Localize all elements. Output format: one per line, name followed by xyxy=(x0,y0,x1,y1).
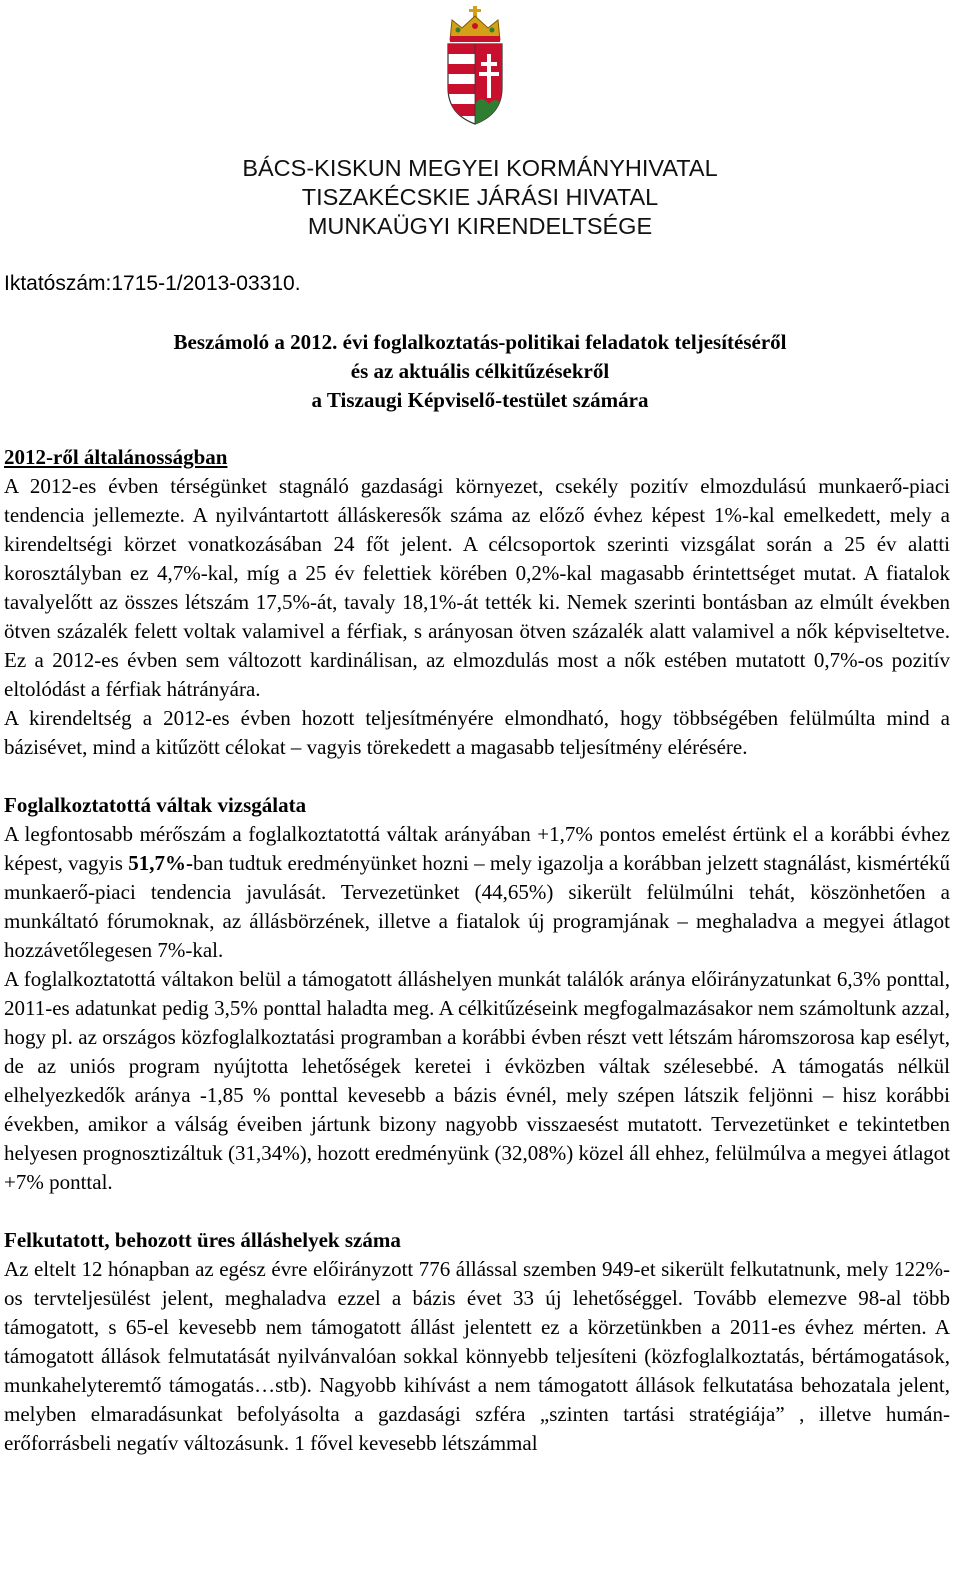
paragraph: A 2012-es évben térségünket stagnáló gazdasági környezet, csekély pozitív elmozdulású munkaerő-piaci tendencia jellemezte. A nyilvántartott álláskeresők száma az előző évhez képest 1%-kal emelkedett, mely a kirendeltségi körzet vonatkozásában 24 főt jelent. A célcsoportok szerinti vizsgálat során a 25 év alatti korosztályban ez 4,7%-kal, míg a 25 év felettiek körében 0,2%-kal magasabb érintettséget mutat. A fiatalok tavalyelőtt az összes létszám 17,5%-át, tavaly 18,1%-át tették ki. Nemek szerinti bontásban az elmúlt években ötven százalék felett voltak valamivel a férfiak, s arányosan ötven százalék alatt valamivel a nők képviseltetve. Ez a 2012-es évben sem változott kardinálisan, az elmozdulás most a nők estében mutatott 0,7%-os pozitív eltolódást a férfiak hátrányára. xyxy=(4,474,950,701)
title-line-3: a Tiszaugi Képviselő-testület számára xyxy=(311,388,649,412)
paragraph: A kirendeltség a 2012-es évben hozott teljesítményére elmondható, hogy többségében felülmúlta mind a bázisévet, mind a kitűzött célokat – vagyis törekedett a magasabb teljesítmény elérésére. xyxy=(4,706,950,759)
highlighted-value: 51,7%- xyxy=(128,851,193,875)
office-line-3: MUNKAÜGYI KIRENDELTSÉGE xyxy=(307,213,653,239)
office-line-2: TISZAKÉCSKIE JÁRÁSI HIVATAL xyxy=(301,184,659,210)
title-line-2: és az aktuális célkitűzésekről xyxy=(350,359,610,383)
reference-number: Iktatószám:1715-1/2013-03310. xyxy=(4,272,301,295)
title-line-1: Beszámoló a 2012. évi foglalkoztatás-politikai feladatok teljesítéséről xyxy=(173,330,787,354)
text-run: A legfontosabb mérőszám a foglalkoztatottá váltak arányában +1,7% pontos emelést értünk el a korábbi évhez képest, vagyis xyxy=(4,822,950,875)
paragraph: A foglalkoztatottá váltakon belül a támogatott álláshelyen munkát találók aránya előirányzatunkat 6,3% ponttal, 2011-es adatunkat pedig 3,5% ponttal haladta meg. A célkitűzéseink megfogalmazásakor nem számoltunk azzal, hogy pl. az országos közfoglalkoztatási programban a korábbi évben részt vett létszám háromszorosa kap esélyt, de az uniós program nyújtotta lehetőségek keretei i évközben váltak szélesebbé. A támogatás nélkül elhelyezkedők aránya -1,85 % ponttal kevesebb a bázis évnél, mely szépen látszik feljönni – hisz korábbi években, amikor a válság éveiben jártunk bizony nagyobb visszaesést mutatott. Tervezetünket e tekintetben helyesen prognosztizáltuk (31,34%), hozott eredményünk (32,08%) közel áll ehhez, felülmúlva a megyei átlagot +7% ponttal. xyxy=(4,967,950,1194)
section-heading-vacancies: Felkutatott, behozott üres álláshelyek száma xyxy=(4,1228,401,1252)
issuing-office xyxy=(0,154,960,241)
section-heading-overview: 2012-ről általánosságban xyxy=(4,445,228,469)
paragraph: Az eltelt 12 hónapban az egész évre előirányzott 776 állással szemben 949-et sikerült felkutatnunk, mely 122%-os tervteljesülést jelent, meghaladva ezzel a bázis évet 33 új lehetőséggel. Tovább elemezve 98-al több támogatott, s 65-el kevesebb nem támogatott állást jelentett ez a körzetünkben a 2011-es évhez mérten. A támogatott állások felmutatását nyilvánvalóan sokkal könnyebb teljesíteni (közfoglalkoztatás, bértámogatások, munkahelyteremtő támogatás…stb). Nagyobb kihívást a nem támogatott állások felkutatása behozatala jelent, melyben elmaradásunkat befolyásolta a gazdasági szféra „szinten tartási stratégiája” , illetve humán-erőforrásbeli negatív változásunk. 1 fővel kevesebb létszámmal xyxy=(4,1257,950,1455)
text-run: ban tudtuk eredményünket hozni – mely igazolja a korábban jelzett stagnálást, kismértékű munkaerő-piaci tendencia javulását. Tervezetünket (44,65%) sikerült felülmúlni tehát, köszönhetően a munkáltató fórumoknak, az állásbörzének, illetve a fiatalok új programjának – meghaladva a megyei átlagot hozzávetőlegesen 7%-kal. xyxy=(4,851,950,962)
document-title xyxy=(0,328,960,415)
coat-of-arms-icon xyxy=(442,6,508,126)
office-line-1: BÁCS-KISKUN MEGYEI KORMÁNYHIVATAL xyxy=(242,155,718,181)
paragraph xyxy=(4,820,950,965)
document-body xyxy=(4,443,950,1458)
section-heading-employment: Foglalkoztatottá váltak vizsgálata xyxy=(4,793,307,817)
